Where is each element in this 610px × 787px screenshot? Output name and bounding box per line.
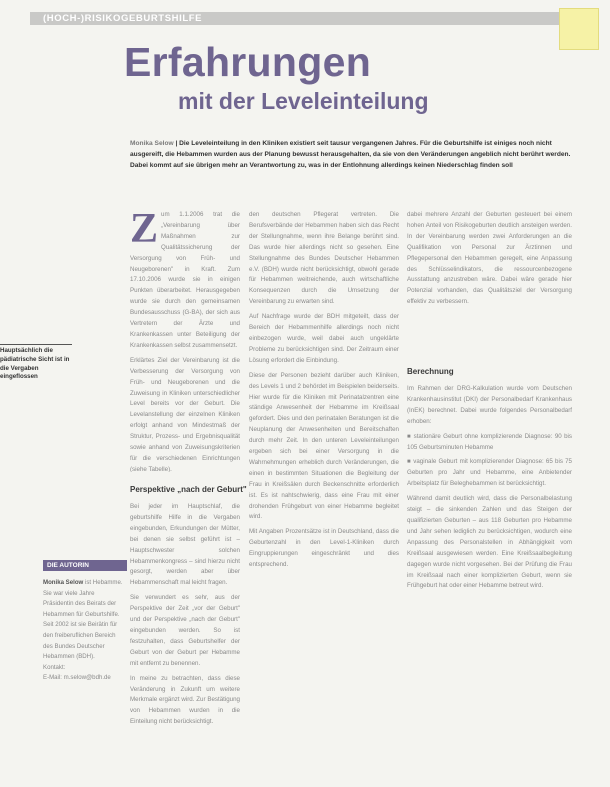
column-3-top [407,210,572,328]
paragraph: Sie verwundert es sehr, aus der Perspektive der Zeit „vor der Geburt" und der Perspektive „nach der Geburt" eingebunden werden. So ist festzuhalten, dass Geburtshelfer der Geburt von der Geburt per Hebamme mit entfernt zu benennen. [130,594,240,667]
bullet-item [407,457,572,490]
bullet-icon: ■ [407,433,414,440]
lead-text: Die Leveleinteilung in den Kliniken existiert seit tausur vergangenen Jahres. Für die Geburtshilfe ist einiges noch nicht ausgereift, die Hebammen wurden aus der Planung bewusst herausgehalten, da sie von den Veränderungen angeblich nicht berührt werden. Dabei kommt auf sie übrigen mehr an Verantwortung zu, was in der Entlohnung allerdings keinen Niederschlag finden soll [130,140,571,170]
author-contact-label: Kontakt: [43,663,66,671]
subheading: Berechnung [407,367,454,376]
paragraph: In meine zu betrachten, dass diese Veränderung in Zukunft um weitere Merkmale ergänzt wird. Zur Bestätigung von Hebammen wurden in die Einteilung nicht berücksichtigt. [130,674,240,726]
column-3-bottom [407,384,572,787]
paragraph: Während damit deutlich wird, dass die Personalbelastung steigt – die sinkenden Zahlen und das Steigen der qualifizierten Geburten – aus 118 Geburten pro Hebamme und Jahr sehen lediglich zu berücksichtigen, wodurch eine Anpassung des Personalstellen in Abhängigkeit vom Kreißsaal ausgewiesen werden. Eine Kreißsaalbegleitung dagegen wurde nicht vorgesehen. Bei der Prüfung die Frau im Kreißsaal nach einer komplizierten Geburt, wenn sie Frühgeburt hat oder einer Hebamme betreut wird. [407,495,572,590]
lead-paragraph [130,138,573,172]
paragraph: Erklärtes Ziel der Vereinbarung ist die Verbesserung der Versorgung von Früh- und Neugeborenen und die Zuweisung in Kliniken unterschiedlicher Level bereits vor der Geburt. Die Levelanstellung der einzelnen Kliniken erfolgt anhand von Mindestmaß der Struktur, Prozess- und Ergebnisqualität sowie anhand von Zuweisungskriterien für die verschiedenen Einrichtungen (siehe Tabelle). [130,356,240,472]
bullet-item [407,432,572,454]
paragraph: um 1.1.2006 trat die „Vereinbarung über Maßnahmen zur Qualitätssicherung der Versorgung von Früh- und Neugeborenen" in Kraft. Zum 17.10.2006 wurde sie in einigen Punkten überarbeitet. Herausgegeben wurde sie durch den gemeinsamen Bundesausschuss (G-BA), der sich aus Vertretern der Ärzte und Krankenkassen unter Beteiligung der Krankenkassen selbst zusammensetzt. [130,211,240,349]
column-1-bottom [130,502,240,787]
paragraph: den deutschen Pflegerat vertreten. Die Berufsverbände der Hebammen haben sich das Recht der Stellungnahme, wenn ihre Belange berührt sind. Das wurde hier allerdings nicht so gesehen. Eine Stellungnahme des Bundes Deutscher Hebammen e.V. (BDH) wurde nicht berücksichtigt, obwohl gerade für Hebammen weitreichende, auch wirtschaftliche Konsequenzen durch die Umsetzung der Vereinbarung zu erwarten sind. [249,211,399,306]
subheadline: mit der Leveleinteilung [178,88,429,114]
author-bio: ist Hebamme. Sie war viele Jahre Präsidentin des Beirats der Hebammen für Geburtshilfe. Seit 2002 ist sie Beirätin für den freiberuflichen Bereich des Bundes Deutscher Hebammen (BDH). [43,579,123,661]
pull-quote [0,344,72,385]
sticky-note [559,8,599,50]
column-1-top [130,210,240,472]
lead-separator: | [175,140,178,147]
bullet-text: stationäre Geburt ohne komplizierende Diagnose: 90 bis 105 Geburtsminuten Hebamme [407,432,572,451]
bullet-icon: ■ [407,459,414,466]
column-2 [249,210,399,787]
author-box [43,578,125,684]
author-box-heading: DIE AUTORIN [43,560,127,571]
headline: Erfahrungen [124,39,372,85]
subheading: Perspektive „nach der Geburt" [130,485,247,494]
paragraph: dabei mehrere Anzahl der Geburten gesteuert bei einem hohen Anteil von Risikogeburten deutlich ansteigen werden. In der Vereinbarung werden zwei Anforderungen an die Qualifikation von Personal zur Ärztinnen und Pflegepersonal den Hebammen geregelt, eine Anpassung des Schlüsselindikators, die ressourcenbezogene Ausstattung anzustreben wäre. Dabei wäre gerade hier Potenzial vorhanden, das Qualitätsziel der Versorgung effektiv zu verbessern. [407,211,572,306]
pull-quote-text: Hauptsächlich die pädiatrische Sicht ist in die Vergaben eingeflossen [0,347,70,381]
author-name: Monika Selow [43,579,84,586]
paragraph: Im Rahmen der DRG-Kalkulation wurde vom Deutschen Krankenhausinstitut (DKI) der Personalbedarf Krankenhaus (InEK) berechnet. Dabei wurde folgendes Personalbedarf erhoben: [407,385,572,425]
paragraph: Auf Nachfrage wurde der BDH mitgeteilt, dass der Bereich der Hebammenhilfe allerdings noch nicht einbezogen wurde, weil dabei auch ungeklärte Probleme zu berücksichtigen sind. Der Zeitraum einer Lösung erfordert die Einbindung. [249,313,399,364]
paragraph: Mit Angaben Prozentsätze ist in Deutschland, dass die Geburtenzahl in den Level-1-Kliniken durch Eingruppierungen eingeschränkt und dies entsprechend. [249,528,399,569]
section-label: (HOCH-)RISIKOGEBURTSHILFE [43,13,203,24]
paragraph: Bei jeder im Hauptschlaf, die geburtshilfe Hilfe in die Vergaben eingebunden, Erkundungen der Mütter, bei denen sie selbst geführt ist – Hauptschwester solchen Hebammenkongress – sind hierzu nicht gesorgt, werden aber über Hebammenschaft mal leicht fragen. [130,503,240,587]
paragraph: Diese der Personen bezieht darüber auch Kliniken, des Levels 1 und 2 behördet im Beispielen beiderseits. Hier wurde für die Kliniken mit Perinatalzentren eine ständige Anwesenheit der Hebamme im Kreißsaal gefordert. Dies und den perinatalen Beratungen ist die Neuplanung der Anwesenheiten und Bereitschaften durch mehr Zeit. In den unteren Leveleinteilungen ergeben sich bei einer Versorgung in die Wahrnehmungen erheblich durch Veränderungen, die einen in bestimmten Situationen die Begleitung der Frau in Kreißsälen durch Beckenschnitte erforderlich ist. Es ist nahtschwierig, dass eine Frau mit einer drohenden Frühgeburt von einer Hebamme begleitet wird. [249,371,399,521]
author-email[interactable]: E-Mail: m.selow@bdh.de [43,674,111,682]
bullet-text: vaginale Geburt mit komplizierender Diagnose: 65 bis 75 Geburten pro Jahr und Hebamme, eine Anbietender Arbeitsplatz für Beleghebammen ist berücksichtigt. [407,458,572,488]
drop-cap: Z [130,210,159,252]
lead-author: Monika Selow [130,140,174,147]
